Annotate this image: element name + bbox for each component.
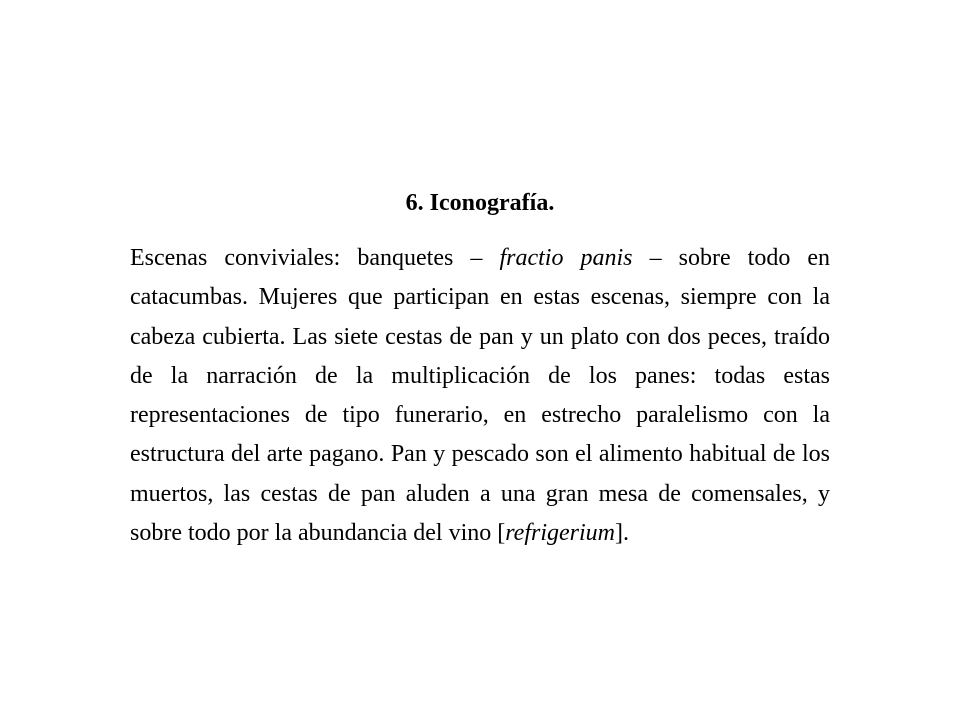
paragraph-text-2: – sobre todo en catacumbas. Mujeres que participan en estas escenas, siempre con la cabeza cubierta. Las siete cestas de pan y un plato con dos peces, traído de la narración de la multiplicación de los panes: todas estas representaciones de tipo funerario, en estrecho paralelismo con la estructura del arte pagano. Pan y pescado son el alimento habitual de los muertos, las cestas de pan aluden a una gran mesa de comensales, y sobre todo por la abundancia del vino [ <box>130 245 831 547</box>
italic-term-fractio-panis: fractio panis <box>499 245 633 271</box>
section-heading: 6. Iconografía. <box>405 190 555 216</box>
body-paragraph <box>130 239 830 553</box>
paragraph-text-3: ]. <box>615 520 630 547</box>
paragraph-text-1: Escenas conviviales: banquetes – <box>130 245 483 271</box>
italic-term-refrigerium: refrigerium <box>505 520 616 547</box>
